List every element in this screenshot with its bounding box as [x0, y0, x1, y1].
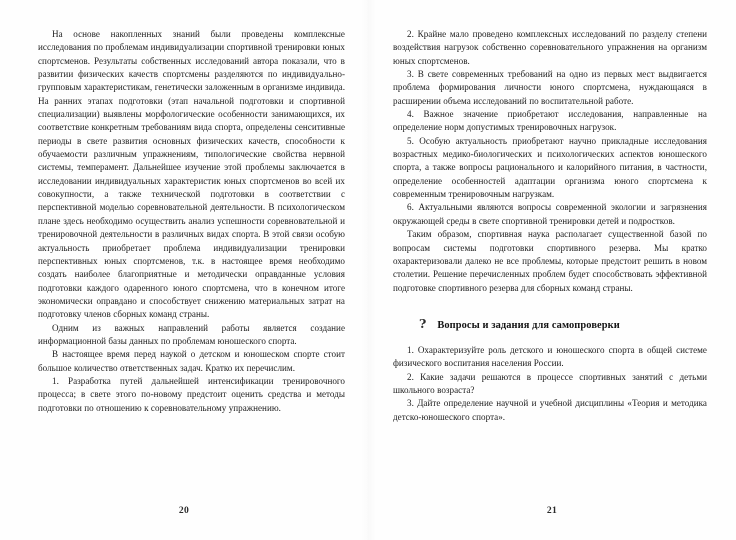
section-title: Вопросы и задания для самопроверки: [437, 319, 620, 331]
page-number-left: 20: [178, 505, 190, 516]
paragraph: 5. Особую актуальность приобретают научно прикладные исследования возрастных медико-биологических и психологических аспектов юношеского спорта, а также вопросы рационального и калорийного питания, в частности, определение особенностей адаптации организма юного спортсмена к современным тренировочным нагрузкам.: [393, 135, 707, 200]
question-item: 1. Охарактеризуйте роль детского и юношеского спорта в общей системе физического воспитания населения России.: [393, 344, 707, 369]
paragraph: 3. В свете современных требований на одно из первых мест выдвигается проблема формирования личности юного спортсмена, нуждающаяся в расширении объема исследований по воспитательной работе.: [393, 69, 707, 106]
paragraph: На основе накопленных знаний были проведены комплексные исследования по проблемам индивидуализации спортивной тренировки юных спортсменов. Результаты собственных исследований автора показали, что в развитии физических качеств спортсмены разделяются по индивидуально-групповым характеристикам, генетически заложенным в организме индивида. На ранних этапах подготовки (этап начальной подготовки и спортивной специализации) выявлены морфологические особенности занимающихся, их соответствие конкретным требованиям вида спорта, определены сенситивные периоды в свете развития основных физических качеств, способности к обучаемости различным упражнениям, типологические свойства нервной системы, темперамент. Дальнейшее изучение этой проблемы заключается в исследовании индивидуальных характеристик юных спортсменов во всей их совокупности, а также технической подготовки в соответствии с перспективной моделью соревновательной деятельности. В психологическом плане здесь необходимо осуществить анализ успешности соревновательной и тренировочной деятельности в различных видах спорта. В этой связи особую актуальность приобретает проблема индивидуализации тренировки перспективных юных спортсменов, т.к. в настоящее время необходимо создать наиболее благоприятные и методически оправданные условия подготовки каждого одаренного юного спортсмена, что в конечном итоге экономически оправдано и способствует снижению материальных затрат на подготовку членов сборных команд страны.: [38, 29, 345, 320]
paragraph: Таким образом, спортивная наука располагает существенной базой по вопросам системы подготовки спортивного резерва. Мы кратко охарактеризовали далеко не все проблемы, которые предстоит решить в новом столетии. Решение перечисленных проблем будет способствовать эффективной подготовке спортивного резерва для сборных команд страны.: [393, 229, 707, 293]
question-item: 2. Какие задачи решаются в процессе спортивных занятий с детьми школьного возраста?: [393, 371, 707, 395]
paragraph: Одним из важных направлений работы является создание информационной базы данных по проблемам юношеского спорта.: [38, 322, 345, 346]
paragraph: В настоящее время перед наукой о детском и юношеском спорте стоит большое количество ответственных задач. Кратко их перечислим.: [38, 349, 345, 373]
paragraph: 1. Разработка путей дальнейшей интенсификации тренировочного процесса; в свете этого по-новому предстоит оценить средства и методы подготовки по отношению к соревновательному упражнению.: [38, 375, 345, 413]
self-check-section-heading: [393, 315, 707, 331]
paragraph: 2. Крайне мало проведено комплексных исследований по разделу степени воздействия нагрузок собственно соревновательного упражнения на организм юных спортсменов.: [393, 29, 707, 66]
question-mark-icon: ?: [419, 315, 427, 331]
right-text-column: [393, 28, 707, 424]
left-text-column: [38, 28, 345, 415]
paragraph: 6. Актуальными являются вопросы современной экологии и загрязнения окружающей среды в свете спортивной тренировки детей и подростков.: [393, 202, 707, 226]
paragraph: 4. Важное значение приобретают исследования, направленные на определение норм допустимых тренировочных нагрузок.: [393, 109, 707, 133]
page-right: [368, 0, 736, 540]
page-number-right: 21: [546, 505, 558, 516]
question-item: 3. Дайте определение научной и учебной дисциплины «Теория и методика детско-юношеского спорта».: [393, 398, 707, 422]
self-check-question-list: [393, 344, 707, 424]
